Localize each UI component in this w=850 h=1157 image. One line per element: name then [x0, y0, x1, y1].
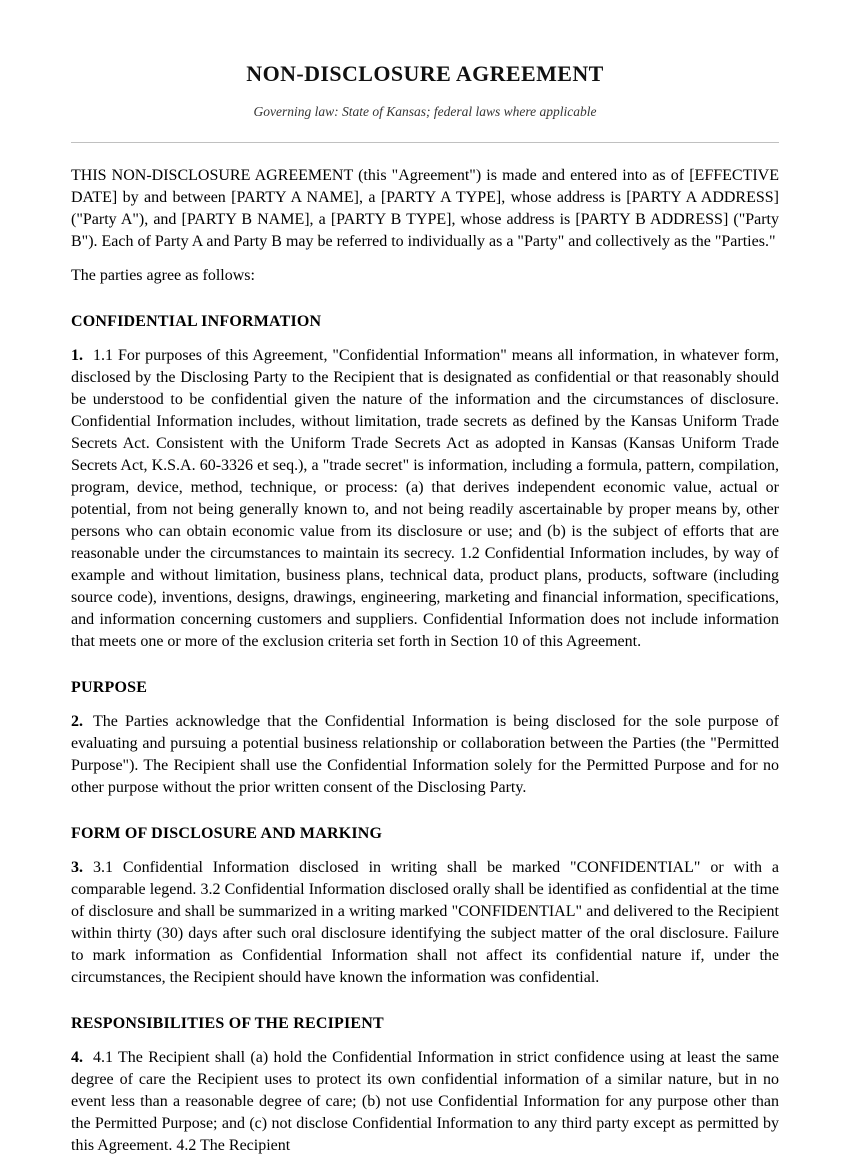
- paragraph-number: 3.: [71, 859, 83, 876]
- section-heading-responsibilities: RESPONSIBILITIES OF THE RECIPIENT: [71, 1015, 384, 1032]
- document-title: NON-DISCLOSURE AGREEMENT: [246, 61, 604, 86]
- paragraph-text: 1.1 For purposes of this Agreement, "Confidential Information" means all information, in whatever form, disclosed by the Disclosing Party to the Recipient that is designated as confidential or that reasonably should be understood to be confidential given the nature of the information and the circumstances of disclosure. Confidential Information includes, without limitation, trade secrets as defined by the Kansas Uniform Trade Secrets Act. Consistent with the Uniform Trade Secrets Act as adopted in Kansas (Kansas Uniform Trade Secrets Act, K.S.A. 60-3326 et seq.), a "trade secret" is information, including a formula, pattern, compilation, program, device, method, technique, or process: (a) that derives independent economic value, actual or potential, from not being generally known to, and not being readily ascertainable by proper means by, other persons who can obtain economic value from its disclosure or use; and (b) is the subject of efforts that are reasonable under the circumstances to maintain its secrecy. 1.2 Confidential Information includes, by way of example and without limitation, business plans, technical data, product plans, products, software (including source code), inventions, designs, drawings, engineering, marketing and financial information, specifications, and information concerning customers and suppliers. Confidential Information does not include information that meets one or more of the exclusion criteria set forth in Section 10 of this Agreement.: [71, 347, 779, 650]
- section-paragraph: [71, 1047, 779, 1157]
- section-heading-form-of-disclosure: FORM OF DISCLOSURE AND MARKING: [71, 825, 383, 842]
- section-paragraph: [71, 857, 779, 989]
- paragraph-number: 1.: [71, 347, 83, 364]
- section-paragraph: [71, 711, 779, 799]
- paragraph-number: 2.: [71, 713, 83, 730]
- paragraph-text: 3.1 Confidential Information disclosed in writing shall be marked "CONFIDENTIAL" or with a comparable legend. 3.2 Confidential Information disclosed orally shall be identified as confidential at the time of disclosure and shall be summarized in a writing marked "CONFIDENTIAL" and delivered to the Recipient within thirty (30) days after such oral disclosure identifying the subject matter of the oral disclosure. Failure to mark information as Confidential Information shall not affect its confidential nature if, under the circumstances, the Recipient should have known the information was confidential.: [71, 859, 779, 986]
- section-paragraph: [71, 345, 779, 653]
- intro-paragraph: THIS NON-DISCLOSURE AGREEMENT (this "Agreement") is made and entered into as of [EFFECTIVE DATE] by and between [PARTY A NAME], a [PARTY A TYPE], whose address is [PARTY A ADDRESS] ("Party A"), and [PARTY B NAME], a [PARTY B TYPE], whose address is [PARTY B ADDRESS] ("Party B"). Each of Party A and Party B may be referred to individually as a "Party" and collectively as the "Parties.": [71, 167, 779, 250]
- paragraph-text: The Parties acknowledge that the Confidential Information is being disclosed for the sole purpose of evaluating and pursuing a potential business relationship or collaboration between the Parties (the "Permitted Purpose"). The Recipient shall use the Confidential Information solely for the Permitted Purpose and for no other purpose without the prior written consent of the Disclosing Party.: [71, 713, 779, 796]
- divider: [71, 142, 779, 143]
- paragraph-text: 4.1 The Recipient shall (a) hold the Confidential Information in strict confidence using at least the same degree of care the Recipient uses to protect its own confidential information of a similar nature, but in no event less than a reasonable degree of care; (b) not use Confidential Information for any purpose other than the Permitted Purpose; and (c) not disclose Confidential Information to any third party except as permitted by this Agreement. 4.2 The Recipient: [71, 1049, 779, 1154]
- section-heading-confidential-information: CONFIDENTIAL INFORMATION: [71, 313, 322, 330]
- agreement-lead-line: The parties agree as follows:: [71, 267, 255, 284]
- section-heading-purpose: PURPOSE: [71, 679, 148, 696]
- paragraph-number: 4.: [71, 1049, 83, 1066]
- document-subtitle: Governing law: State of Kansas; federal laws where applicable: [253, 104, 597, 119]
